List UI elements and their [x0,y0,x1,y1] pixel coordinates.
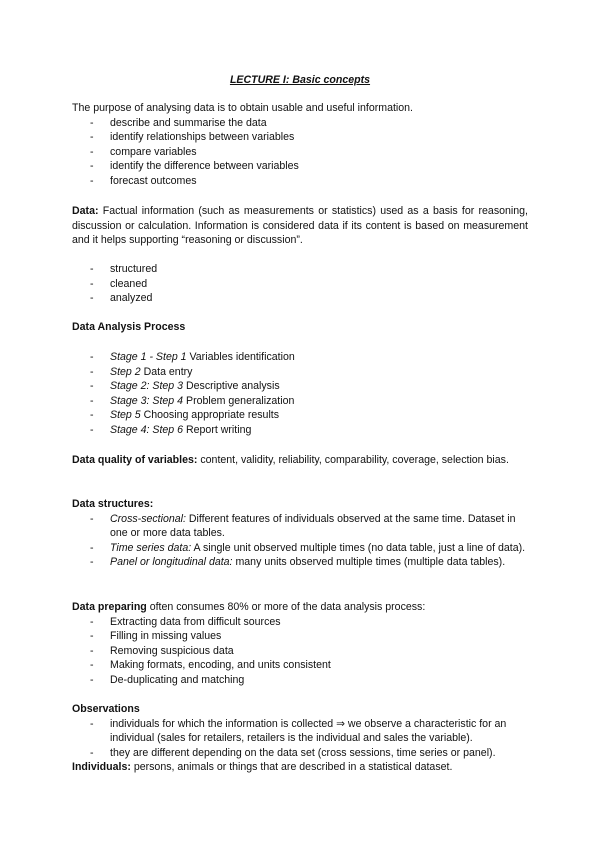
list-item: - Making formats, encoding, and units consistent [72,658,528,673]
structure-term: Panel or longitudinal data: [110,556,233,569]
purpose-list [72,116,528,189]
page-title: LECTURE I: Basic concepts [229,74,371,86]
observations-section [72,702,528,775]
list-item [72,379,528,394]
list-item: - describe and summarise the data [72,116,528,131]
list-item: - analyzed [72,291,528,306]
quality-text: content, validity, reliability, comparability, coverage, selection bias. [200,454,509,466]
preparing-section [72,600,528,688]
list-item-continuation [72,408,528,423]
list-item: - compare variables [72,145,528,160]
data-definition-text: Factual information (such as measurements or statistics) used as a basis for reasoning, discussion or calculation. Information is considered data if its content is based on measurement and it helps supporting “reasoning or discussion”. [72,205,528,247]
data-definition [72,204,528,248]
structure-term: Time series data: [110,541,192,554]
list-item [72,555,528,570]
stage-label: Stage 2: Step 3 [110,380,184,393]
step-text: Variables identification [189,351,295,363]
preparing-term: Data preparing [72,601,147,613]
purpose-intro: The purpose of analysing data is to obtain usable and useful information. [72,102,413,114]
list-item: - they are different depending on the data set (cross sessions, time series or panel). [72,746,528,761]
step-text: Problem generalization [186,394,295,407]
quality-section [72,453,528,468]
step-text: Descriptive analysis [186,380,280,393]
data-term: Data: [72,205,99,217]
list-item [72,394,528,409]
list-item: - identify the difference between variables [72,159,528,174]
stage-label: Stage 3: Step 4 [110,394,184,407]
structures-section [72,497,528,570]
quality-term: Data quality of variables: [72,454,198,466]
list-item: - Filling in missing values [72,629,528,644]
structure-text: many units observed multiple times (multiple data tables). [235,556,506,569]
list-item: - individuals for which the information is collected ⇒ we observe a characteristic for an individual (sales for retailers, retailers is the individual and sales the variable). [72,717,528,746]
step-text: Data entry [143,365,193,378]
list-item: - forecast outcomes [72,174,528,189]
stage-label: Stage 4: Step 6 [110,423,184,436]
list-item: - Removing suspicious data [72,644,528,659]
step-text: Report writing [186,423,252,436]
structure-text: A single unit observed multiple times (no data table, just a line of data). [193,541,526,554]
data-states [72,262,528,306]
list-item: - Extracting data from difficult sources [72,615,528,630]
observations-heading: Observations [72,703,140,715]
list-item: - identify relationships between variables [72,130,528,145]
purpose-section [72,101,528,189]
list-item-continuation [72,365,528,380]
individuals-text: persons, animals or things that are described in a statistical dataset. [133,761,453,774]
list-item: - structured [72,262,528,277]
process-heading-block [72,320,528,335]
list-item: - De-duplicating and matching [72,673,528,688]
stage-label: Stage 1 - Step 1 [110,351,187,363]
individuals-term: Individuals: [72,761,131,774]
list-item [72,350,528,365]
step-label: Step 5 [110,409,141,422]
structures-heading: Data structures: [72,498,154,510]
list-item [72,423,528,438]
step-label: Step 2 [110,365,141,378]
list-item: - cleaned [72,277,528,292]
structure-term: Cross-sectional: [110,512,186,525]
step-text: Choosing appropriate results [143,409,280,422]
process-heading: Data Analysis Process [72,321,186,333]
structure-text: Different features of individuals observed at the same time. Dataset in one or more data tables. [110,512,516,540]
preparing-text: often consumes 80% or more of the data analysis process: [149,601,426,613]
process-list [72,350,528,438]
list-item [72,512,528,541]
list-item [72,541,528,556]
